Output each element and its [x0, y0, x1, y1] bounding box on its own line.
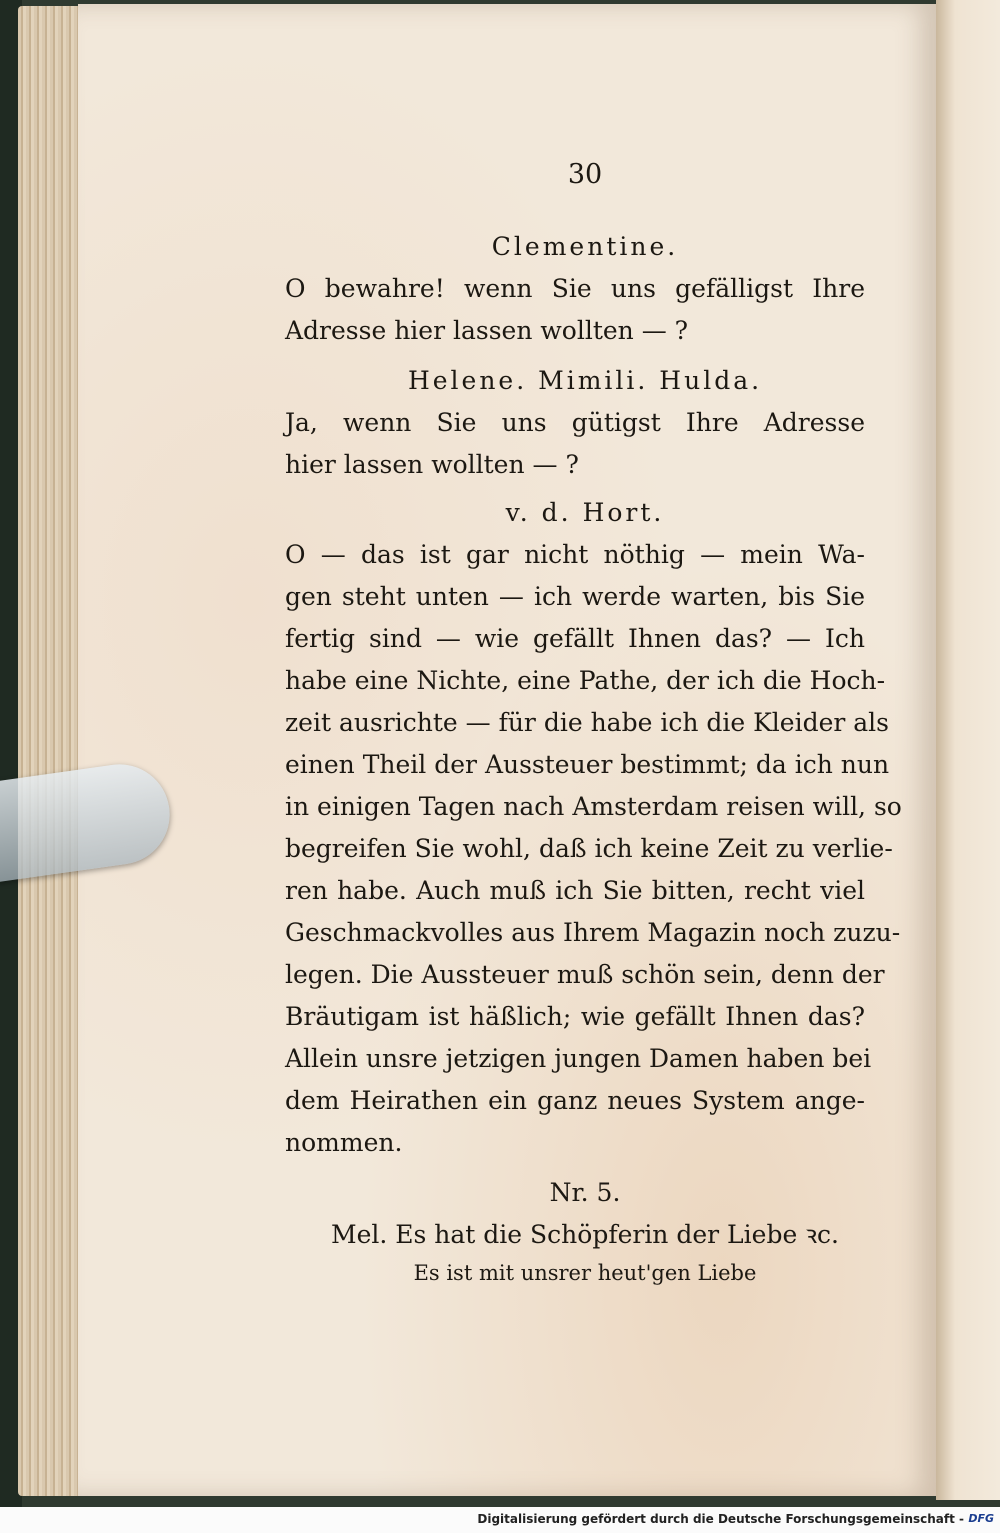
text-line: fertig sind — wie gefällt Ihnen das? — Ich	[285, 624, 865, 653]
text-line: Clementine.	[491, 232, 679, 261]
text-line: habe eine Nichte, eine Pathe, der ich die Hoch-	[285, 666, 886, 695]
footer-bar	[0, 1507, 1000, 1533]
text-line: einen Theil der Aussteuer bestimmt; da ich nun	[285, 750, 890, 779]
dfg-logo: DFG	[968, 1512, 994, 1525]
text-line: v. d. Hort.	[505, 498, 665, 527]
text-line: O bewahre! wenn Sie uns gefälligst Ihre	[285, 274, 865, 303]
text-line: gen steht unten — ich werde warten, bis Sie	[285, 582, 865, 611]
text-line: Allein unsre jetzigen jungen Damen haben bei	[285, 1044, 872, 1073]
text-line: Geschmackvolles aus Ihrem Magazin noch zuzu-	[285, 918, 901, 947]
text-line: hier lassen wollten — ?	[285, 450, 579, 479]
text-line: Ja, wenn Sie uns gütigst Ihre Adresse	[285, 408, 865, 437]
text-line: Bräutigam ist häßlich; wie gefällt Ihnen das?	[285, 1002, 865, 1031]
text-line: Es ist mit unsrer heut'gen Liebe	[413, 1261, 757, 1285]
text-line: in einigen Tagen nach Amsterdam reisen will, so	[285, 792, 902, 821]
text-line: zeit ausrichte — für die habe ich die Kleider als	[285, 708, 889, 737]
text-line: O — das ist gar nicht nöthig — mein Wa-	[285, 540, 865, 569]
text-line: nommen.	[285, 1128, 403, 1157]
text-line: dem Heirathen ein ganz neues System ange-	[285, 1086, 865, 1115]
text-line: Mel. Es hat die Schöpferin der Liebe ꝛc.	[330, 1220, 839, 1249]
funding-note: Digitalisierung gefördert durch die Deutsche Forschungsgemeinschaft -	[477, 1512, 964, 1526]
page-number: 30	[567, 159, 603, 190]
text-line: Helene. Mimili. Hulda.	[407, 366, 763, 395]
text-line: ren habe. Auch muß ich Sie bitten, recht viel	[285, 876, 865, 905]
text-line: begreifen Sie wohl, daß ich keine Zeit zu verlie-	[285, 834, 893, 863]
text-line: legen. Die Aussteuer muß schön sein, denn der	[285, 960, 885, 989]
text-line: Adresse hier lassen wollten — ?	[285, 316, 689, 345]
text-line: Nr. 5.	[549, 1178, 621, 1207]
facing-page	[936, 0, 1000, 1500]
